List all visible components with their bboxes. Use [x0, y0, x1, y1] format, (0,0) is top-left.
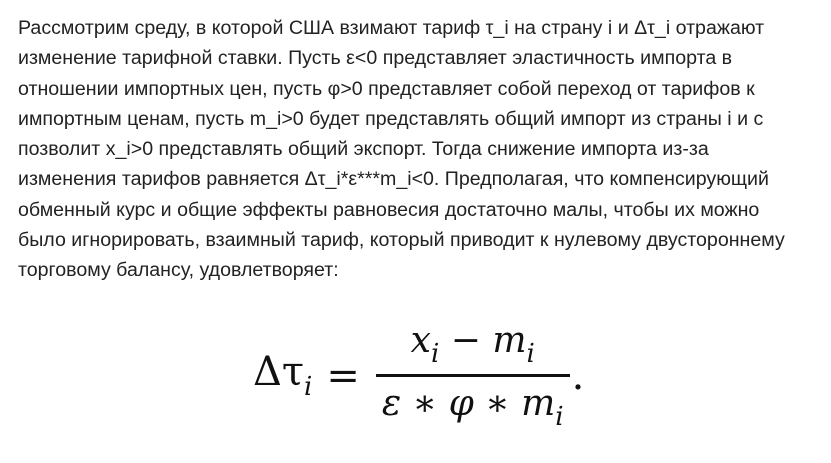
formula-period: . — [571, 353, 585, 400]
denominator-star-2: ∗ — [485, 382, 510, 424]
paragraph-line: Рассмотрим среду, в которой США взимают тариф τ_i на страну i и Δτ_i отражают — [18, 17, 765, 39]
paragraph-line: изменения тарифов равняется Δτ_i*ε***m_i<0. Предполагая, что компенсирующий — [18, 168, 769, 191]
numerator-x-subscript: i — [430, 339, 440, 369]
formula-numerator — [405, 320, 541, 370]
formula-denominator — [376, 383, 570, 433]
numerator-m-subscript: i — [526, 339, 535, 369]
paragraph-line: импортным ценам, пусть m_i>0 будет представлять общий импорт из страны i и с — [18, 107, 764, 130]
formula-equals-sign: = — [326, 353, 360, 400]
denominator-m-subscript: i — [555, 401, 564, 432]
tariff-formula — [253, 320, 584, 433]
paragraph-line: было игнорировать, взаимный тариф, который приводит к нулевому двустороннему — [18, 229, 785, 252]
paragraph-line: позволит x_i>0 представлять общий экспорт. Тогда снижение импорта из-за — [18, 138, 709, 161]
paragraph-line: изменение тарифной ставки. Пусть ε<0 представляет эластичность импорта в — [18, 47, 733, 70]
numerator-x: x — [410, 320, 431, 361]
paragraph-line: обменный курс и общие эффекты равновесия достаточно малы, чтобы их можно — [18, 198, 760, 221]
fraction-bar — [376, 374, 570, 377]
denominator-phi: φ — [448, 382, 474, 424]
formula-lhs-subscript: i — [304, 372, 313, 403]
formula-fraction — [376, 320, 570, 433]
denominator-m: m — [521, 382, 556, 424]
paragraph-line: торговому балансу, удовлетворяет: — [18, 259, 339, 282]
formula-lhs — [253, 349, 313, 403]
denominator-epsilon: ε — [381, 382, 402, 424]
denominator-star-1: ∗ — [412, 382, 438, 424]
formula-lhs-symbol: Δτ — [253, 349, 305, 396]
numerator-m: m — [492, 320, 527, 361]
problem-paragraph — [18, 13, 818, 286]
paragraph-line: отношении импортных цен, пусть φ>0 представляет собой переход от тарифов к — [18, 77, 755, 100]
numerator-minus: − — [450, 320, 481, 361]
